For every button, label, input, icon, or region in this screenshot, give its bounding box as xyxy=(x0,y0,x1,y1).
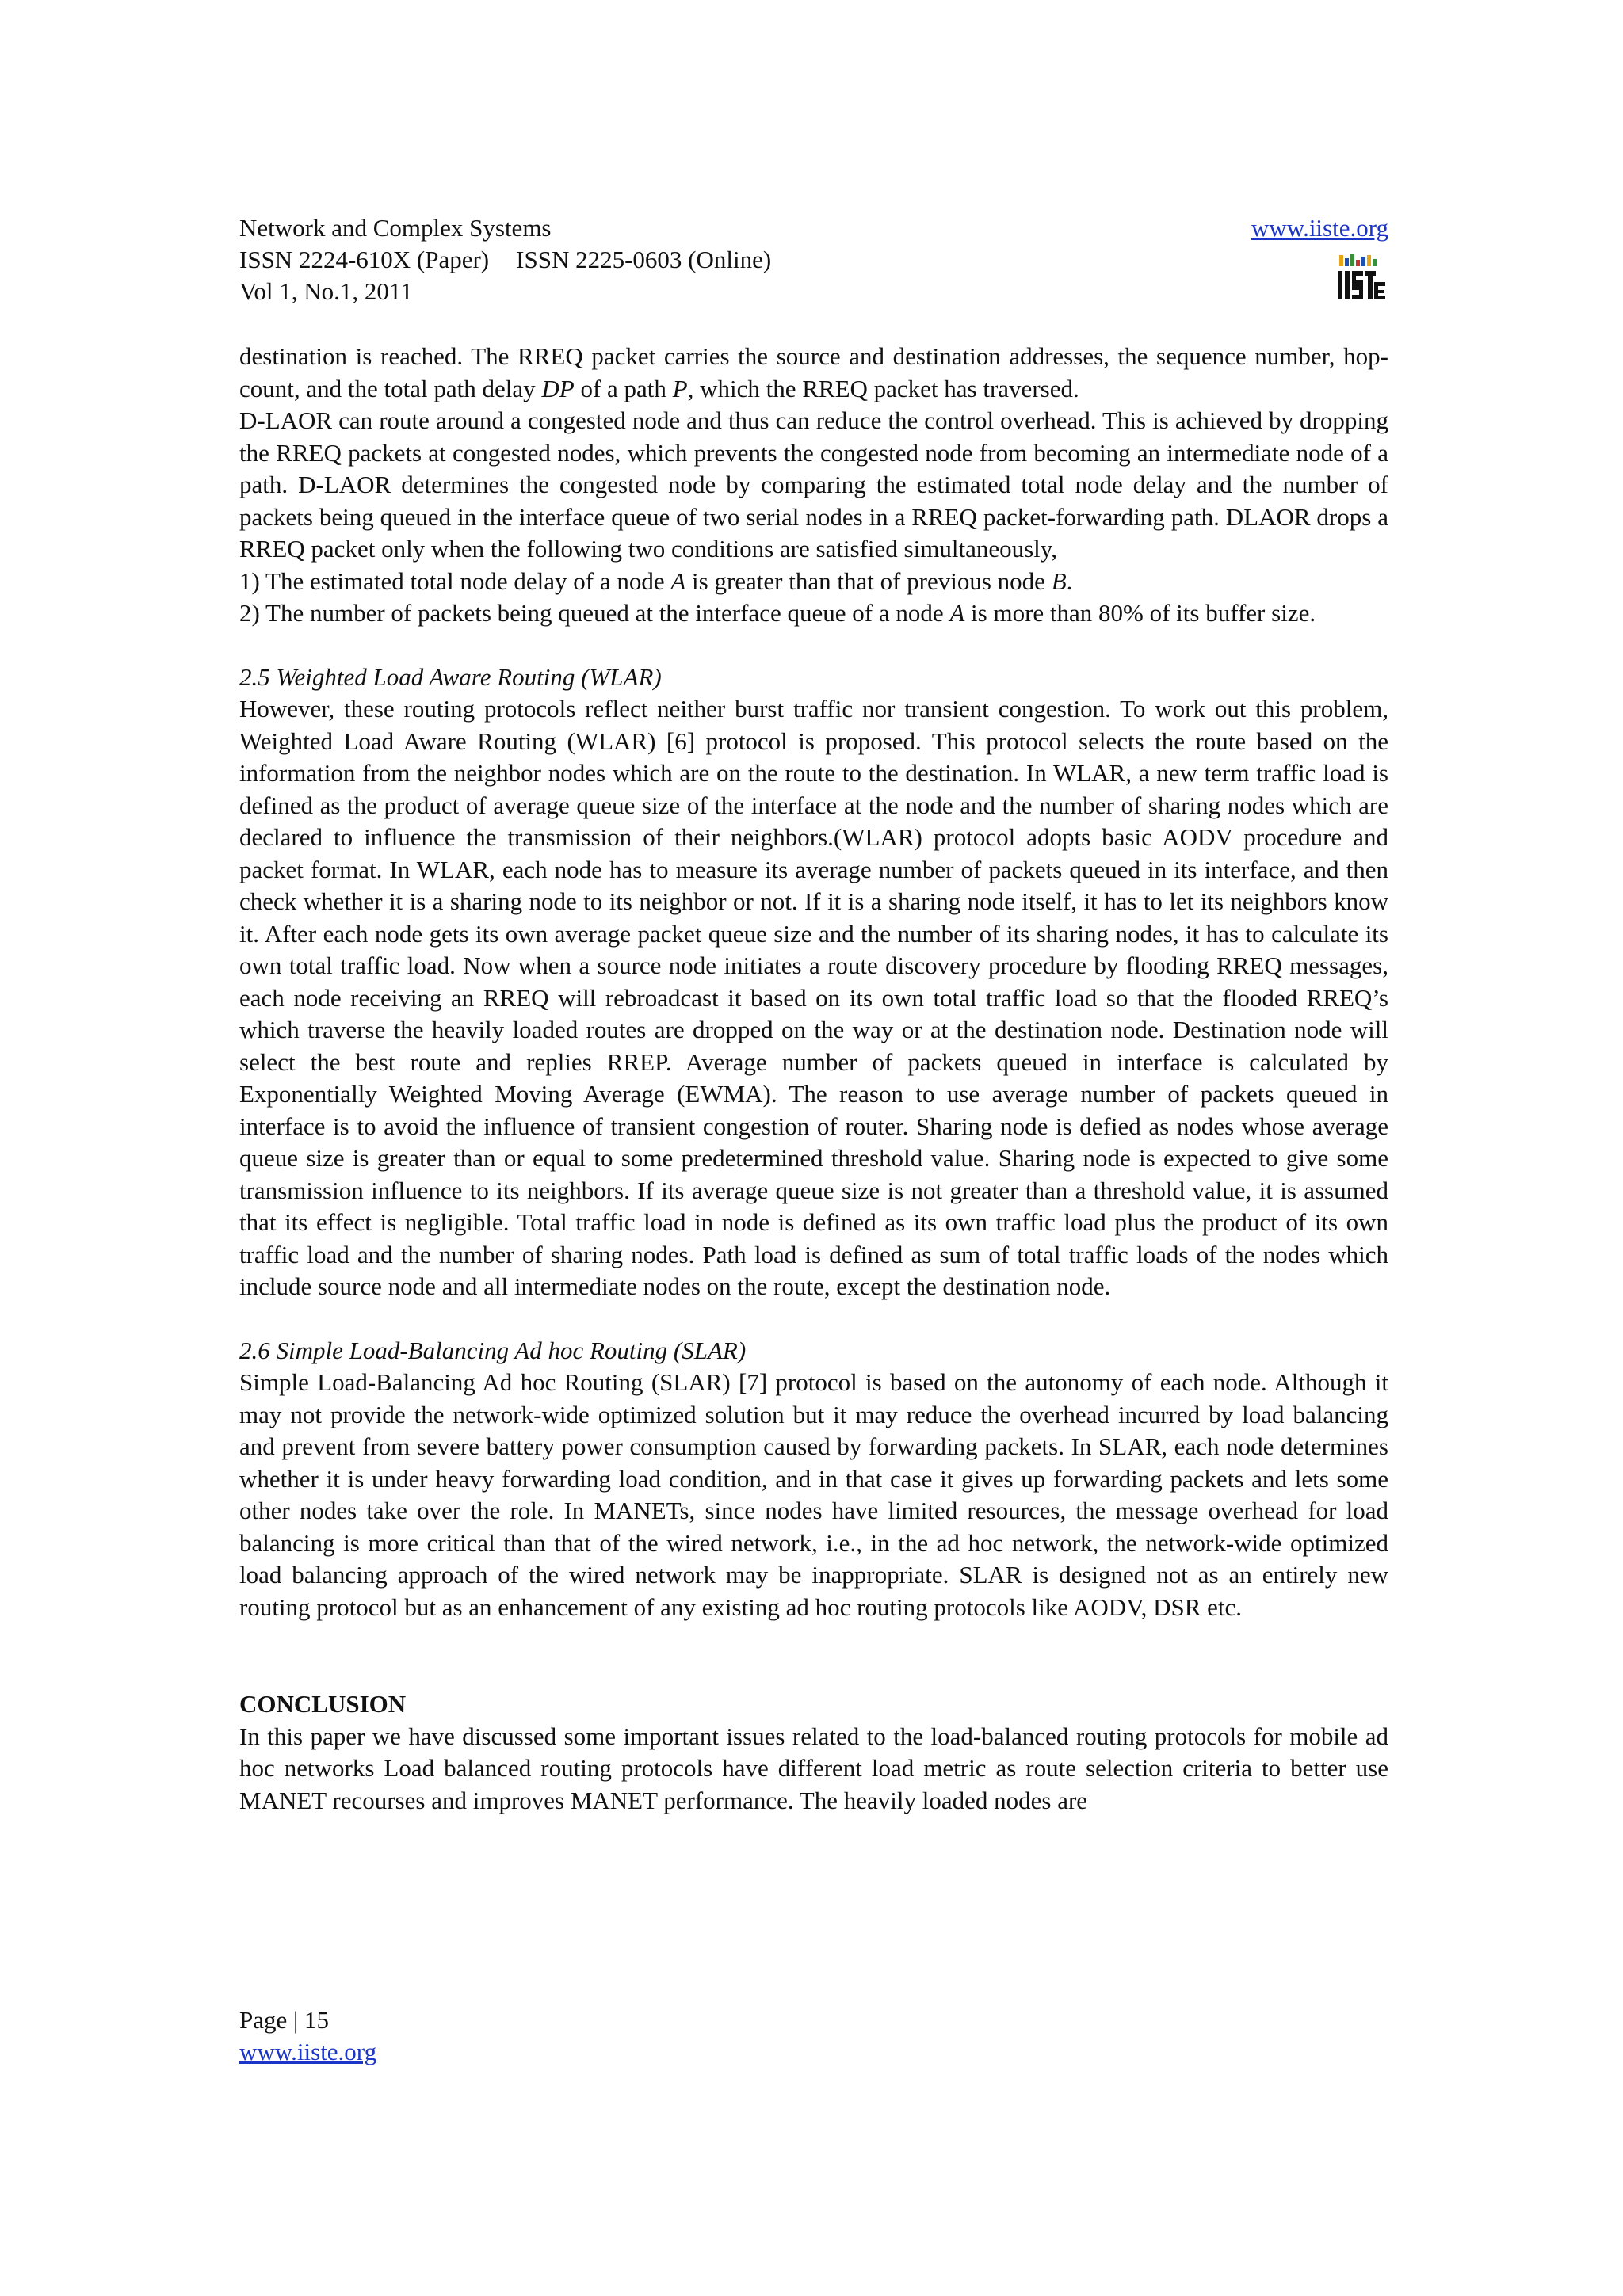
paragraph-wlar: However, these routing protocols reflect neither burst traffic nor transient congestion. To work out this problem, Weighted Load Aware Routing (WLAR) [6] protocol is proposed. This protocol selects the route based on the information from the neighbor nodes which are on the route to the destination. In WLAR, a new term traffic load is defined as the product of average queue size of the interface at the node and the number of sharing nodes which are declared to influence the transmission of their neighbors.(WLAR) protocol adopts basic AODV procedure and packet format. In WLAR, each node has to measure its average number of packets queued in its interface, and then check whether it is a sharing node to its neighbor or not. If it is a sharing node itself, it has to let its neighbors know it. After each node gets its own average packet queue size and the number of its sharing nodes, it has to calculate its own total traffic load. Now when a source node initiates a route discovery procedure by flooding RREQ messages, each node receiving an RREQ will rebroadcast it based on its own total traffic load so that the flooded RREQ’s which traverse the heavily loaded routes are dropped on the way or at the destination node. Destination node will select the best route and replies RREP. Average number of packets queued in interface is calculated by Exponentially Weighted Moving Average (EWMA). The reason to use average number of packets queued in interface is to avoid the influence of transient congestion of router. Sharing node is defied as nodes whose average queue size is greater than or equal to some predetermined threshold value. Sharing node is expected to give some transmission influence to its neighbors. If its average queue size is not greater than a threshold value, it is assumed that its effect is negligible. Total traffic load in node is defined as its own traffic load plus the product of its own traffic load and the number of sharing nodes. Path load is defined as sum of total traffic loads of the nodes which include source node and all intermediate nodes on the route, except the destination node. xyxy=(239,695,1388,1300)
page-footer xyxy=(239,2004,376,2068)
header-website-link[interactable]: www.iiste.org xyxy=(1251,214,1388,242)
conclusion-heading: CONCLUSION xyxy=(239,1690,407,1718)
journal-title: Network and Complex Systems xyxy=(239,214,552,242)
page-number: Page | 15 xyxy=(239,2006,329,2034)
iiste-logo xyxy=(1335,252,1387,304)
body-text xyxy=(239,341,1388,1817)
page-header xyxy=(239,212,1388,309)
paragraph-conclusion: In this paper we have discussed some important issues related to the load-balanced routing protocols for mobile ad hoc networks Load balanced routing protocols have different load metric as route selection criteria to better use MANET recourses and improves MANET performance. The heavily loaded nodes are xyxy=(239,1722,1388,1814)
paragraph-dlaor: D-LAOR can route around a congested node and thus can reduce the control overhead. This is achieved by dropping the RREQ packets at congested nodes, which prevents the congested node from becoming an intermediate node of a path. D-LAOR determines the congested node by comparing the estimated total node delay and the number of packets being queued in the interface queue of two serial nodes in a RREQ packet-forwarding path. DLAOR drops a RREQ packet only when the following two conditions are satisfied simultaneously, xyxy=(239,406,1388,563)
volume-info: Vol 1, No.1, 2011 xyxy=(239,277,413,305)
condition-1: 1) The estimated total node delay of a node A is greater than that of previous node B. xyxy=(239,566,1073,595)
issn-online: ISSN 2225-0603 (Online) xyxy=(516,246,772,273)
section-heading-slar: 2.6 Simple Load-Balancing Ad hoc Routing (SLAR) xyxy=(239,1336,747,1364)
issn-line xyxy=(239,244,1388,276)
issn-paper: ISSN 2224-610X (Paper) xyxy=(239,246,490,273)
page xyxy=(239,212,1388,1817)
section-heading-wlar: 2.5 Weighted Load Aware Routing (WLAR) xyxy=(239,662,662,691)
paragraph-rreq-fields: destination is reached. The RREQ packet carries the source and destination addresses, the sequence number, hop-count, and the total path delay DP of a path P, which the RREQ packet has traversed. xyxy=(239,342,1388,402)
footer-website-link[interactable]: www.iiste.org xyxy=(239,2038,377,2065)
paragraph-slar: Simple Load-Balancing Ad hoc Routing (SLAR) [7] protocol is based on the autonomy of each node. Although it may not provide the network-wide optimized solution but it may reduce the overhead incurred by load balancing and prevent from severe battery power consumption caused by forwarding packets. In SLAR, each node determines whether it is under heavy forwarding load condition, and in that case it gives up forwarding packets and lets some other nodes take over the role. In MANETs, since nodes have limited resources, the message overhead for load balancing is more critical than that of the wired network, i.e., in the ad hoc network, the network-wide optimized load balancing approach of the wired network may be inappropriate. SLAR is designed not as an entirely new routing protocol but as an enhancement of any existing ad hoc routing protocols like AODV, DSR etc. xyxy=(239,1368,1388,1621)
condition-2: 2) The number of packets being queued at the interface queue of a node A is more than 80% of its buffer size. xyxy=(239,599,1316,627)
